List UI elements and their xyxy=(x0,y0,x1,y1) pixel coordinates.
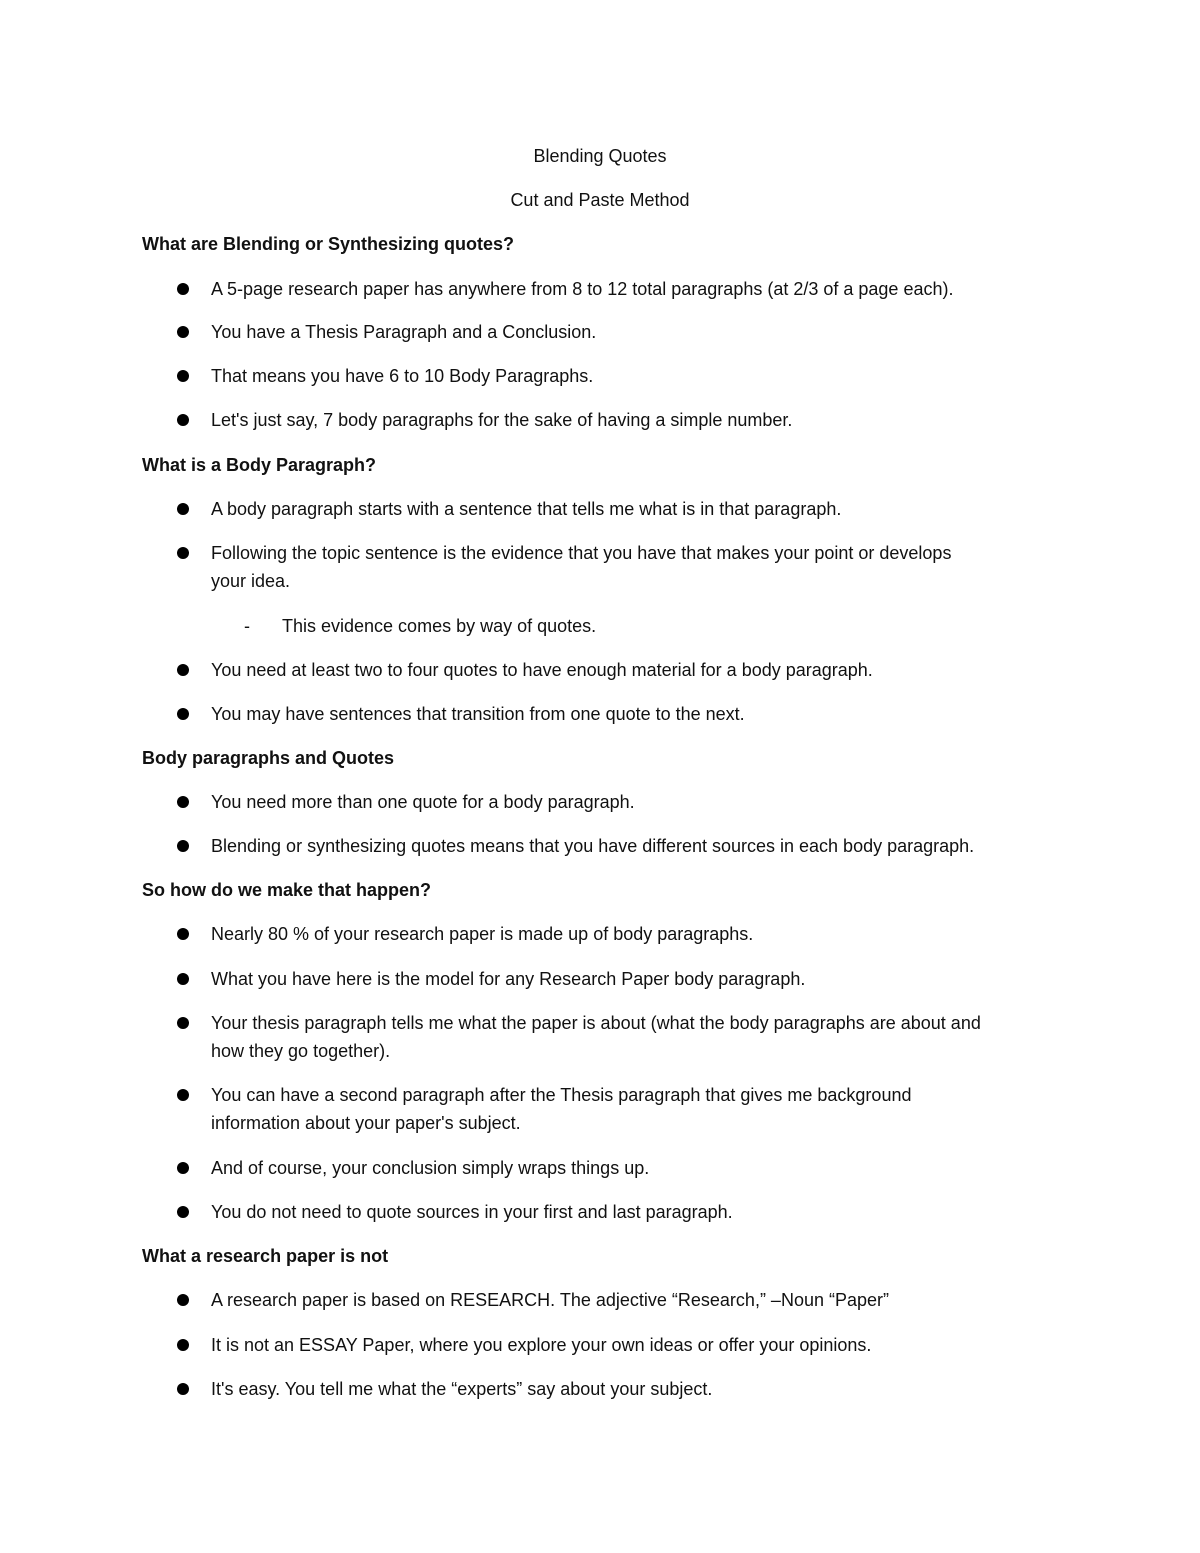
bullet-icon xyxy=(177,414,189,426)
list-item: It's easy. You tell me what the “experts” say about your subject. xyxy=(211,1379,713,1399)
section-heading: What a research paper is not xyxy=(142,1246,389,1266)
bullet-icon xyxy=(177,1162,189,1174)
bullet-icon xyxy=(177,796,189,808)
list-item: It is not an ESSAY Paper, where you explore your own ideas or offer your opinions. xyxy=(211,1335,872,1355)
list-item-continuation: how they go together). xyxy=(211,1041,391,1061)
bullet-icon xyxy=(177,1294,189,1306)
section-heading: So how do we make that happen? xyxy=(142,880,432,900)
bullet-icon xyxy=(177,840,189,852)
document-subtitle: Cut and Paste Method xyxy=(510,190,690,210)
document-title: Blending Quotes xyxy=(533,146,667,166)
bullet-icon xyxy=(177,1089,189,1101)
list-item: Nearly 80 % of your research paper is made up of body paragraphs. xyxy=(211,924,754,944)
list-item: A research paper is based on RESEARCH. The adjective “Research,” –Noun “Paper” xyxy=(211,1290,889,1310)
section-heading: What are Blending or Synthesizing quotes? xyxy=(142,234,515,254)
list-item: A body paragraph starts with a sentence that tells me what is in that paragraph. xyxy=(211,499,842,519)
bullet-icon xyxy=(177,547,189,559)
list-item: Blending or synthesizing quotes means that you have different sources in each body paragraph. xyxy=(211,836,975,856)
dash-marker: - xyxy=(244,616,250,636)
sub-list-item: This evidence comes by way of quotes. xyxy=(282,616,597,636)
list-item: That means you have 6 to 10 Body Paragraphs. xyxy=(211,366,594,386)
bullet-icon xyxy=(177,1017,189,1029)
bullet-icon xyxy=(177,1383,189,1395)
list-item: Your thesis paragraph tells me what the paper is about (what the body paragraphs are about and xyxy=(211,1013,981,1033)
list-item: A 5-page research paper has anywhere from 8 to 12 total paragraphs (at 2/3 of a page each). xyxy=(211,279,954,299)
bullet-icon xyxy=(177,283,189,295)
bullet-icon xyxy=(177,664,189,676)
list-item: You need more than one quote for a body paragraph. xyxy=(211,792,635,812)
list-item: You have a Thesis Paragraph and a Conclusion. xyxy=(211,322,597,342)
bullet-icon xyxy=(177,1206,189,1218)
bullet-icon xyxy=(177,370,189,382)
list-item: You may have sentences that transition from one quote to the next. xyxy=(211,704,745,724)
list-item-continuation: information about your paper's subject. xyxy=(211,1113,521,1133)
list-item: Following the topic sentence is the evidence that you have that makes your point or develops xyxy=(211,543,952,563)
section-heading: Body paragraphs and Quotes xyxy=(142,748,395,768)
bullet-icon xyxy=(177,326,189,338)
bullet-icon xyxy=(177,928,189,940)
list-item: You do not need to quote sources in your first and last paragraph. xyxy=(211,1202,733,1222)
bullet-icon xyxy=(177,708,189,720)
list-item: What you have here is the model for any Research Paper body paragraph. xyxy=(211,969,806,989)
list-item-continuation: your idea. xyxy=(211,571,291,591)
list-item: Let's just say, 7 body paragraphs for the sake of having a simple number. xyxy=(211,410,793,430)
bullet-icon xyxy=(177,503,189,515)
bullet-icon xyxy=(177,1339,189,1351)
list-item: You can have a second paragraph after the Thesis paragraph that gives me background xyxy=(211,1085,912,1105)
list-item: And of course, your conclusion simply wraps things up. xyxy=(211,1158,650,1178)
list-item: You need at least two to four quotes to have enough material for a body paragraph. xyxy=(211,660,873,680)
bullet-icon xyxy=(177,973,189,985)
section-heading: What is a Body Paragraph? xyxy=(142,455,377,475)
